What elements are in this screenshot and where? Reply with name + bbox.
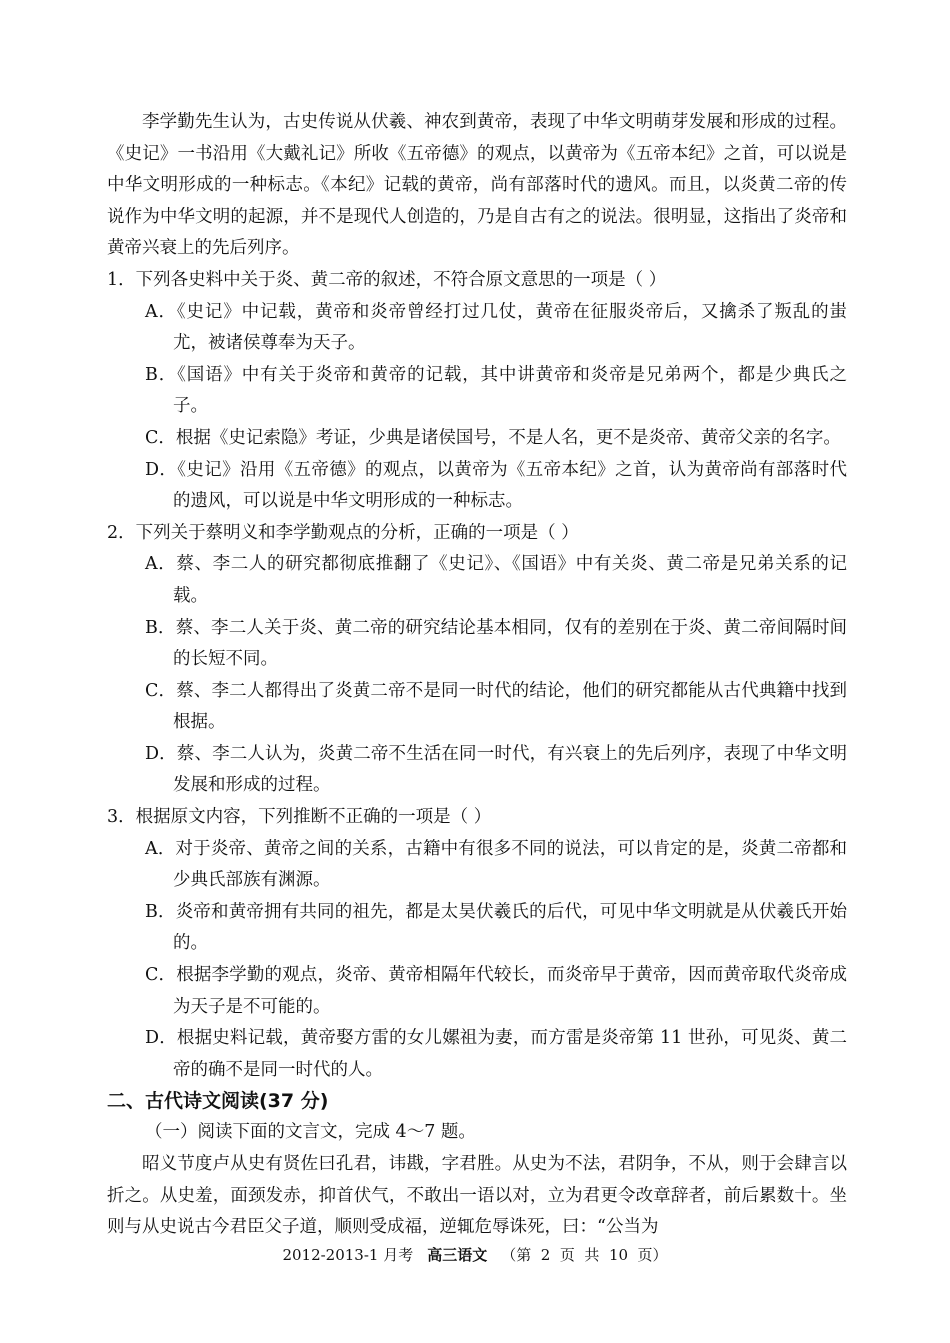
option-b: B．蔡、李二人关于炎、黄二帝的研究结论基本相同，仅有的差别在于炎、黄二帝间隔时间的长短不同。: [145, 617, 847, 670]
footer-exam: 2012-2013-1 月考: [282, 1246, 414, 1264]
option-a: A．《史记》中记载，黄帝和炎帝曾经打过几仗，黄帝在征服炎帝后，又擒杀了叛乱的蚩尤，被诸侯尊奉为天子。: [145, 301, 847, 354]
option-a: A．对于炎帝、黄帝之间的关系，古籍中有很多不同的说法，可以肯定的是，炎黄二帝都和少典氏部族有渊源。: [145, 838, 847, 891]
classical-text-paragraph: 昭义节度卢从史有贤佐曰孔君，讳戡，字君胜。从史为不法，君阴争，不从，则于会肆言以折之。从史羞，面颈发赤，抑首伏气，不敢出一语以对，立为君更令改章辞者，前后累数十。坐则与从史说古今君臣父子道，顺则受成福，逆辄危辱诛死，曰：“公当为: [107, 1154, 847, 1238]
intro-paragraph: 李学勤先生认为，古史传说从伏羲、神农到黄帝，表现了中华文明萌芽发展和形成的过程。《史记》一书沿用《大戴礼记》所收《五帝德》的观点，以黄帝为《五帝本纪》之首，可以说是中华文明形成的一种标志。《本纪》记载的黄帝，尚有部落时代的遗风。而且，以炎黄二帝的传说作为中华文明的起源，并不是现代人创造的，乃是自古有之的说法。很明显，这指出了炎帝和黄帝兴衰上的先后列序。: [107, 112, 847, 259]
option-c: C．蔡、李二人都得出了炎黄二帝不是同一时代的结论，他们的研究都能从古代典籍中找到根据。: [145, 680, 847, 733]
page-footer: [0, 1244, 950, 1265]
option-d: D．根据史料记载，黄帝娶方雷的女儿嫘祖为妻，而方雷是炎帝第 11 世孙，可见炎、黄二帝的确不是同一时代的人。: [145, 1028, 847, 1080]
question-stem: 3．根据原文内容，下列推断不正确的一项是（ ）: [107, 807, 492, 828]
footer-subject: 高三语文: [427, 1246, 488, 1264]
question-stem: 1．下列各史料中关于炎、黄二帝的叙述，不符合原文意思的一项是（ ）: [107, 269, 667, 290]
question-1: [107, 265, 847, 518]
option-b: B．《国语》中有关于炎帝和黄帝的记载，其中讲黄帝和炎帝是兄弟两个，都是少典氏之子。: [145, 364, 847, 417]
option-c: C．根据《史记索隐》考证，少典是诸侯国号，不是人名，更不是炎帝、黄帝父亲的名字。: [145, 427, 841, 448]
section-title: 二、古代诗文阅读(37 分): [107, 1090, 329, 1113]
option-b: B．炎帝和黄帝拥有共同的祖先，都是太昊伏羲氏的后代，可见中华文明就是从伏羲氏开始的。: [145, 901, 847, 954]
option-d: D．《史记》沿用《五帝德》的观点，以黄帝为《五帝本纪》之首，认为黄帝尚有部落时代的遗风，可以说是中华文明形成的一种标志。: [145, 459, 847, 512]
section-subtitle: （一）阅读下面的文言文，完成 4～7 题。: [145, 1122, 476, 1143]
question-2: [107, 518, 847, 802]
option-a: A．蔡、李二人的研究都彻底推翻了《史记》、《国语》中有关炎、黄二帝是兄弟关系的记载。: [145, 554, 847, 606]
document-body: [107, 107, 847, 1244]
option-d: D．蔡、李二人认为，炎黄二帝不生活在同一时代，有兴衰上的先后列序，表现了中华文明发展和形成的过程。: [145, 743, 847, 796]
question-3: [107, 802, 847, 1086]
question-stem: 2．下列关于蔡明义和李学勤观点的分析，正确的一项是（ ）: [107, 522, 579, 543]
footer-page-info: （第 2 页 共 10 页）: [501, 1246, 668, 1264]
option-c: C．根据李学勤的观点，炎帝、黄帝相隔年代较长，而炎帝早于黄帝，因而黄帝取代炎帝成为天子是不可能的。: [145, 965, 847, 1017]
